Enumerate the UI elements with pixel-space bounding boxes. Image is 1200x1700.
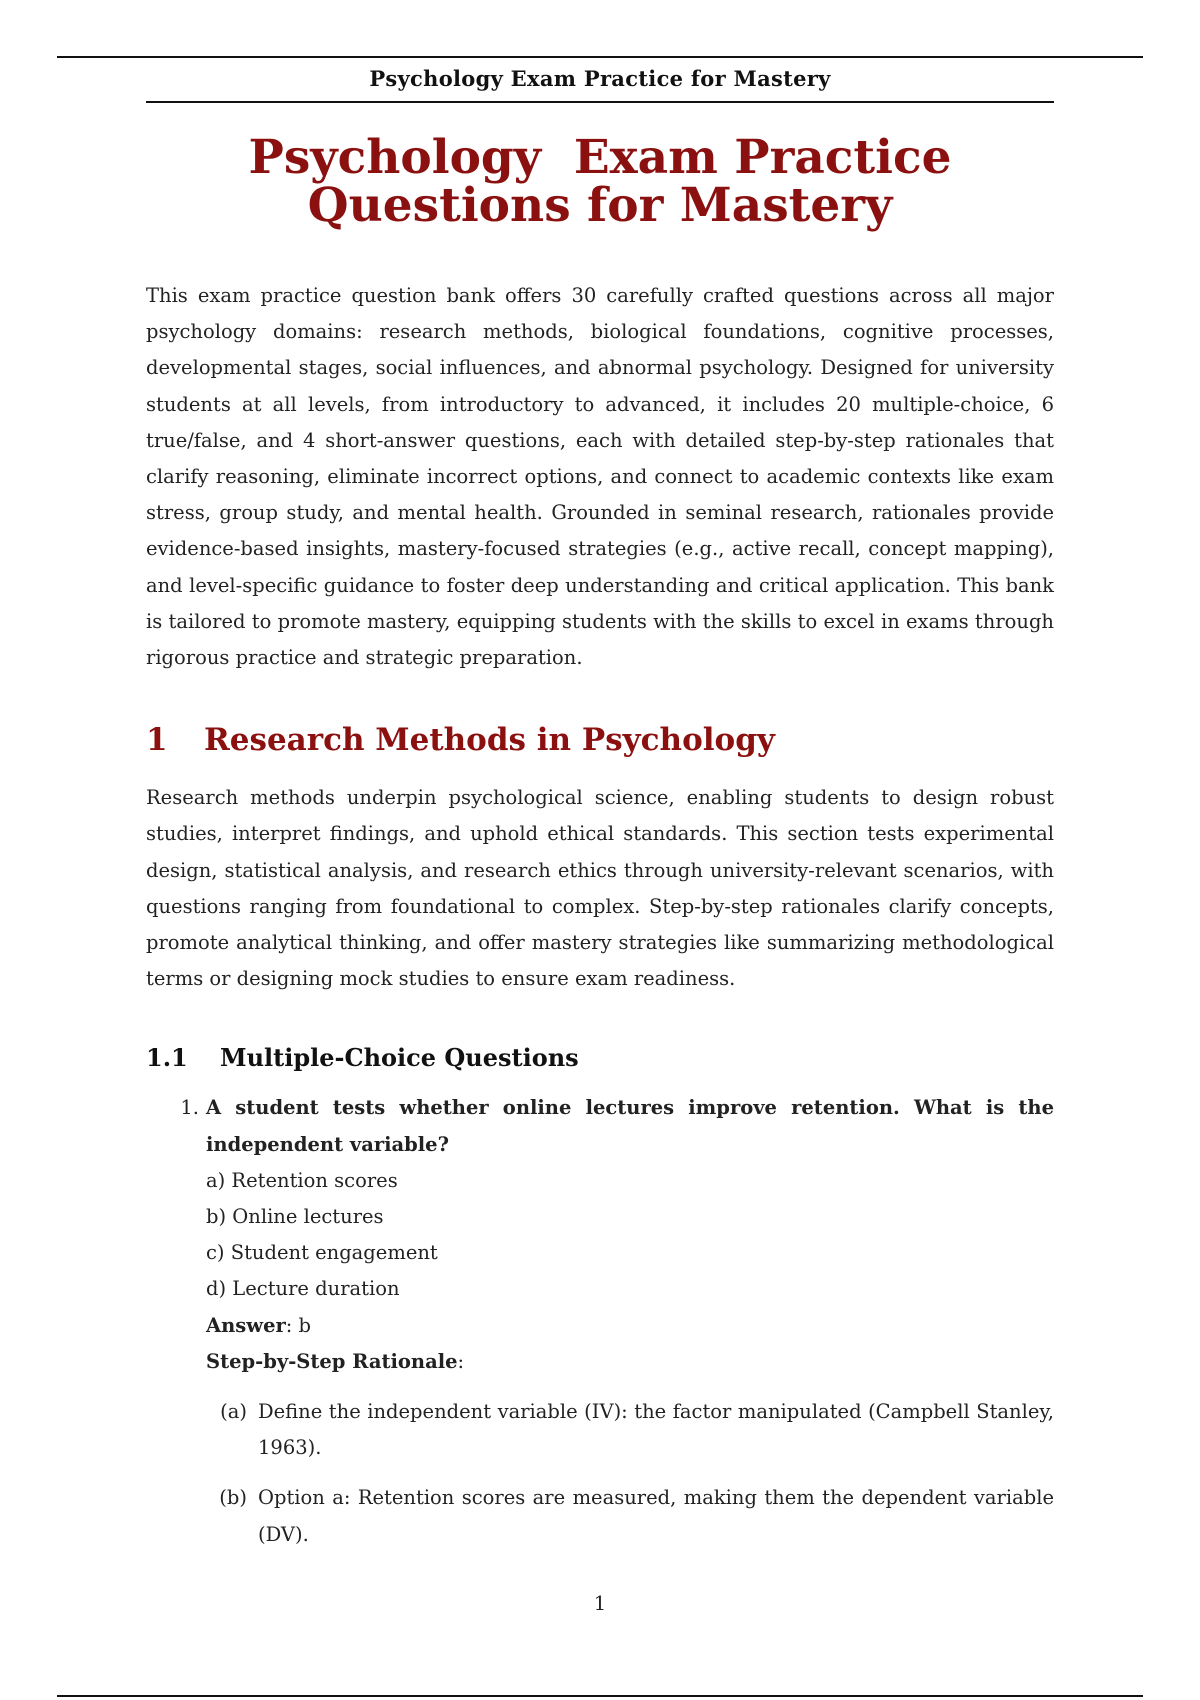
rationale-item-label: (a): [220, 1400, 247, 1424]
section-heading: [146, 722, 1054, 758]
main-content: [146, 278, 1054, 1553]
running-head: Psychology Exam Practice for Mastery: [369, 66, 831, 91]
question-body: [206, 1090, 1054, 1552]
page-number: 1: [593, 1592, 607, 1615]
option-d: d) Lecture duration: [206, 1277, 400, 1301]
option-a: a) Retention scores: [206, 1168, 398, 1192]
question-number: 1.: [180, 1096, 199, 1120]
option-c: c) Student engagement: [206, 1241, 438, 1265]
question-text: A student tests whether online lectures improve retention. What is the independent variable?: [206, 1096, 1054, 1156]
subsection-number: 1.1: [146, 1043, 188, 1073]
rationale-item-text: Option a: Retention scores are measured, making them the dependent variable (DV).: [258, 1486, 1054, 1546]
running-head-rule: [146, 101, 1054, 103]
rationale-heading: [206, 1344, 1054, 1380]
question-1: [146, 1090, 1054, 1552]
answer-label: Answer: [206, 1313, 286, 1337]
title-line-1: Psychology Exam Practice: [248, 130, 952, 185]
rationale-label: Step-by-Step Rationale: [206, 1349, 458, 1373]
bottom-rule: [57, 1695, 1143, 1697]
answer-line: [206, 1308, 1054, 1344]
section-title: Research Methods in Psychology: [204, 722, 775, 759]
subsection-heading: [146, 1043, 1054, 1072]
intro-paragraph: This exam practice question bank offers 30 carefully crafted questions across all major psychology domains: research methods, biological foundations, cognitive processes, developmental stages, social influences, and abnormal psychology. Designed for university students at all levels, from introductory to advanced, it includes 20 multiple-choice, 6 true/false, and 4 short-answer questions, each with detailed step-by-step rationales that clarify reasoning, eliminate incorrect options, and connect to academic contexts like exam stress, group study, and mental health. Grounded in seminal research, rationales provide evidence-based insights, mastery-focused strategies (e.g., active recall, concept mapping), and level-specific guidance to foster deep understanding and critical application. This bank is tailored to promote mastery, equipping students with the skills to excel in exams through rigorous practice and strategic preparation.: [146, 284, 1054, 670]
title-line-2: Questions for Mastery: [307, 178, 893, 233]
section-body: Research methods underpin psychological science, enabling students to design robust studies, interpret findings, and uphold ethical standards. This section tests experimental design, statistical analysis, and research ethics through university-relevant scenarios, with questions ranging from foundational to complex. Step-by-step rationales clarify concepts, promote analytical thinking, and offer mastery strategies like summarizing methodological terms or designing mock studies to ensure exam readiness.: [146, 786, 1054, 991]
rationale-item-b: [206, 1480, 1054, 1552]
subsection-title: Multiple-Choice Questions: [220, 1043, 579, 1073]
top-rule: [57, 56, 1143, 58]
option-b: b) Online lectures: [206, 1205, 384, 1229]
answer-value: : b: [285, 1313, 312, 1337]
rationale-item-text: Define the independent variable (IV): the factor manipulated (Campbell Stanley, 1963).: [258, 1400, 1054, 1460]
rationale-item-label: (b): [219, 1486, 247, 1510]
document-title: [146, 130, 1054, 233]
section-number: 1: [146, 722, 168, 759]
rationale-item-a: [206, 1394, 1054, 1466]
rationale-colon: :: [457, 1349, 465, 1373]
